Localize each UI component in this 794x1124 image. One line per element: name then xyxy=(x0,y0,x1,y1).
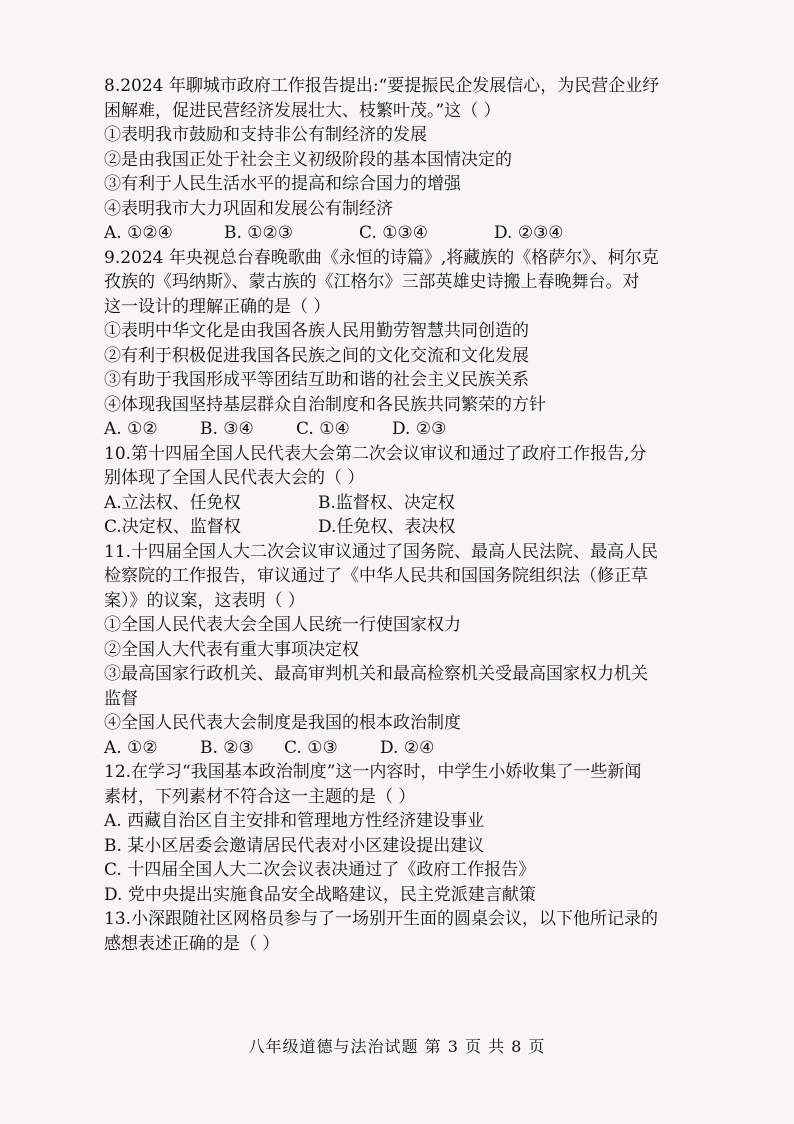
q10-option-b: B.监督权、决定权 xyxy=(318,492,455,513)
q11-option-a: A. ①② xyxy=(104,737,158,758)
question-12 xyxy=(104,760,704,907)
q9-option-d: D. ②③ xyxy=(392,419,447,439)
q11-line-1: 11.十四届全国人大二次会议审议通过了国务院、最高人民法院、最高人民 xyxy=(104,541,659,562)
q9-option-b: B. ③④ xyxy=(200,419,254,439)
q11-options xyxy=(104,736,704,761)
q12-line-1: 12.在学习“我国基本政治制度”这一内容时，中学生小娇收集了一些新闻 xyxy=(104,762,642,782)
q12-option-a: A. 西藏自治区自主安排和管理地方性经济建设事业 xyxy=(104,811,485,831)
q8-line-2: 困解难，促进民营经济发展壮大、枝繁叶茂。”这（ ） xyxy=(104,100,501,121)
question-8 xyxy=(104,74,704,246)
q13-line-2: 感想表述正确的是（ ） xyxy=(104,933,280,954)
q9-statement-3: ③有助于我国形成平等团结互助和谐的社会主义民族关系 xyxy=(104,370,529,390)
question-10 xyxy=(104,442,704,540)
q11-line-2: 检察院的工作报告，审议通过了《中华人民共和国国务院组织法（修正草 xyxy=(104,566,648,586)
q10-option-d: D.任免权、表决权 xyxy=(318,517,456,537)
q10-line-2: 别体现了全国人民代表大会的（ ） xyxy=(104,468,365,488)
q9-line-2: 孜族的《玛纳斯》、蒙古族的《江格尔》三部英雄史诗搬上春晚舞台。对 xyxy=(104,272,640,292)
q11-option-c: C. ①③ xyxy=(284,737,338,758)
q12-option-d: D. 党中央提出实施食品安全战略建议，民主党派建言献策 xyxy=(104,884,536,905)
q9-option-c: C. ①④ xyxy=(296,419,350,439)
q13-line-1: 13.小深跟随社区网格员参与了一场别开生面的圆桌会议，以下他所记录的 xyxy=(104,909,659,929)
questions-area xyxy=(104,74,704,956)
q9-option-a: A. ①② xyxy=(104,419,158,439)
q8-statement-1: ①表明我市鼓励和支持非公有制经济的发展 xyxy=(104,125,427,145)
q9-statement-4: ④体现我国坚持基层群众自治制度和各民族共同繁荣的方针 xyxy=(104,394,546,415)
q11-option-d: D. ②④ xyxy=(380,737,435,758)
q8-option-a: A. ①②④ xyxy=(104,223,173,243)
q11-statement-4: ④全国人民代表大会制度是我国的根本政治制度 xyxy=(104,713,461,733)
q11-statement-1: ①全国人民代表大会全国人民统一行使国家权力 xyxy=(104,615,461,635)
q8-line-1: 8.2024 年聊城市政府工作报告提出:“要提振民企发展信心，为民营企业纾 xyxy=(104,76,660,96)
q9-statement-1: ①表明中华文化是由我国各族人民用勤劳智慧共同创造的 xyxy=(104,321,529,341)
q12-option-c: C. 十四届全国人大二次会议表决通过了《政府工作报告》 xyxy=(104,860,536,880)
q10-options-row-2 xyxy=(104,515,704,540)
q8-statement-3: ③有利于人民生活水平的提高和综合国力的增强 xyxy=(104,174,461,194)
q8-statement-2: ②是由我国正处于社会主义初级阶段的基本国情决定的 xyxy=(104,149,512,170)
q12-option-b: B. 某小区居委会邀请居民代表对小区建设提出建议 xyxy=(104,835,485,856)
q8-option-d: D. ②③④ xyxy=(494,223,564,243)
q9-line-1: 9.2024 年央视总台春晚歌曲《永恒的诗篇》,将藏族的《格萨尔》、柯尔克 xyxy=(104,247,659,268)
q10-line-1: 10.第十四届全国人民代表大会第二次会议审议和通过了政府工作报告,分 xyxy=(104,443,647,464)
question-13 xyxy=(104,907,704,956)
q11-statement-3-cont: 监督 xyxy=(104,688,138,709)
q8-options xyxy=(104,221,704,246)
q9-options xyxy=(104,417,704,442)
q8-statement-4: ④表明我市大力巩固和发展公有制经济 xyxy=(104,198,393,219)
q10-option-c: C.决定权、监督权 xyxy=(104,517,241,537)
q9-statement-2: ②有利于积极促进我国各民族之间的文化交流和文化发展 xyxy=(104,345,529,366)
q11-line-3: 案）》的议案，这表明（ ） xyxy=(104,590,305,611)
q11-statement-2: ②全国人大代表有重大事项决定权 xyxy=(104,639,359,660)
q10-option-a: A.立法权、任免权 xyxy=(104,492,241,513)
question-11 xyxy=(104,540,704,761)
q9-line-3: 这一设计的理解正确的是（ ） xyxy=(104,296,331,317)
page-footer: 八年级道德与法治试题 第 3 页 共 8 页 xyxy=(248,1037,546,1056)
q12-line-2: 素材，下列素材不符合这一主题的是（ ） xyxy=(104,786,416,807)
q11-option-b: B. ②③ xyxy=(200,737,254,758)
question-9 xyxy=(104,246,704,442)
q10-options-row-1 xyxy=(104,491,704,516)
q11-statement-3: ③最高国家行政机关、最高审判机关和最高检察机关受最高国家权力机关 xyxy=(104,664,648,684)
q8-option-c: C. ①③④ xyxy=(359,223,428,243)
q8-option-b: B. ①②③ xyxy=(224,223,294,243)
